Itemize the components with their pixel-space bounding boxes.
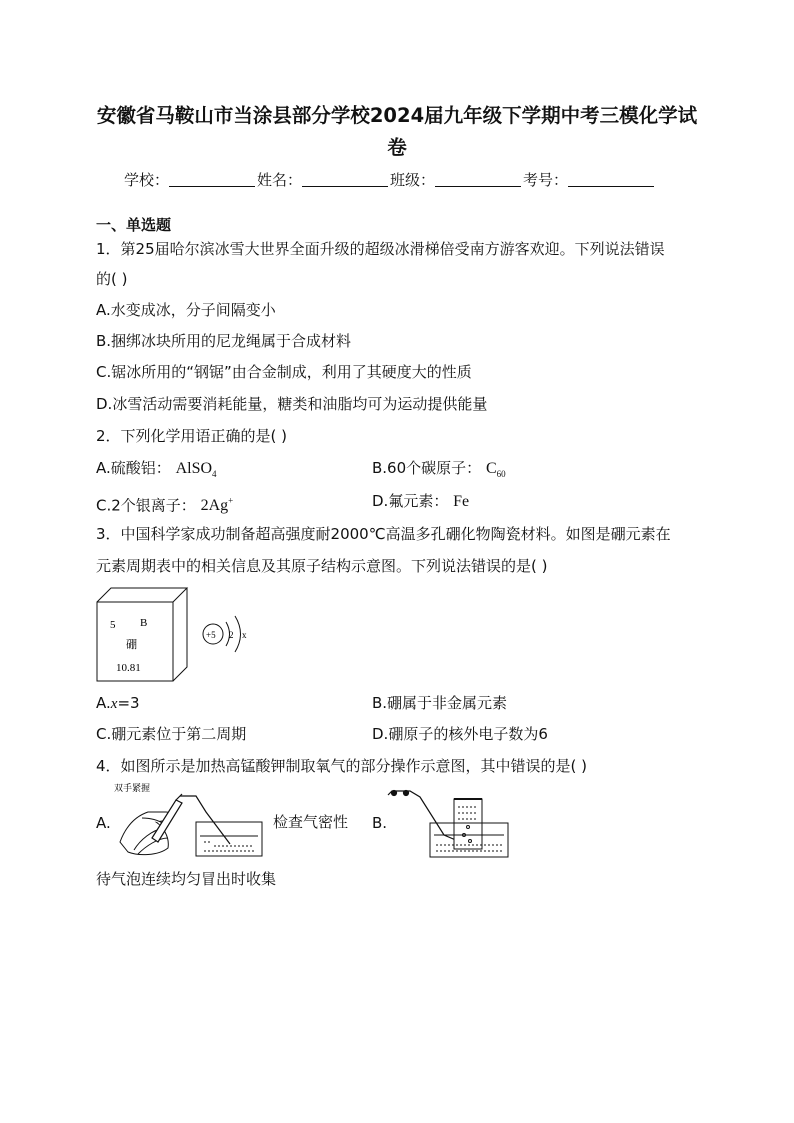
- q2-option-b: [372, 458, 506, 484]
- q3-option-b: B.硼属于非金属元素: [372, 694, 508, 712]
- q2-stem: 2．下列化学用语正确的是( ): [96, 427, 288, 445]
- periodic-table-cell: [97, 588, 187, 681]
- q4-option-b-caption: 待气泡连续均匀冒出时收集: [96, 870, 277, 888]
- q2-b-label: B.60个碳原子：: [372, 459, 482, 477]
- class-blank[interactable]: [435, 172, 521, 187]
- atomic-mass: 10.81: [116, 662, 141, 674]
- atomic-number: 5: [110, 619, 116, 631]
- element-symbol: B: [140, 617, 148, 629]
- q2-c-formula: 2Ag+: [200, 496, 234, 515]
- q3-option-a: A.x=3: [96, 694, 140, 712]
- number-label: 考号：: [523, 171, 569, 189]
- q4-option-a-caption: 检查气密性: [273, 813, 349, 831]
- name-blank[interactable]: [302, 172, 388, 187]
- collection-bottle-icon: [454, 799, 482, 849]
- class-label: 班级：: [390, 171, 436, 189]
- q2-c-label: C.2个银离子：: [96, 496, 196, 515]
- boron-periodic-cell-figure: [96, 586, 266, 686]
- gas-collection-figure: [386, 783, 516, 861]
- q1-stem-line-1: 1．第25届哈尔滨冰雪大世界全面升级的超级冰滑梯倍受南方游客欢迎。下列说法错误: [96, 240, 665, 258]
- element-name: 硼: [126, 638, 137, 651]
- student-info-row: [124, 170, 656, 190]
- q3-option-c: C.硼元素位于第二周期: [96, 725, 247, 743]
- exam-title: [80, 100, 714, 164]
- q4-option-a-label: A.: [96, 814, 111, 832]
- q4-stem: 4．如图所示是加热高锰酸钾制取氧气的部分操作示意图，其中错误的是( ): [96, 757, 588, 775]
- airtightness-check-figure: [112, 782, 274, 862]
- delivery-tube-icon: [388, 791, 458, 842]
- hand-grip-label: 双手紧握: [114, 784, 151, 794]
- q2-a-label: A.硫酸铝：: [96, 459, 171, 477]
- number-blank[interactable]: [568, 172, 654, 187]
- q4-option-b-label: B.: [372, 814, 388, 832]
- q1-option-b: B.捆绑冰块所用的尼龙绳属于合成材料: [96, 332, 352, 350]
- q2-option-c: [96, 491, 233, 516]
- q2-b-formula: $C_{60}$: [485, 460, 506, 480]
- title-line-1: 安徽省马鞍山市当涂县部分学校2024届九年级下学期中考三模化学试: [96, 104, 698, 127]
- section-heading: 一、单选题: [96, 216, 172, 234]
- q1-option-c: C.锯冰所用的“钢锯”由合金制成，利用了其硬度大的性质: [96, 363, 472, 381]
- q1-stem-line-2: 的( ): [96, 270, 128, 288]
- title-line-2: 卷: [387, 136, 407, 159]
- q2-a-formula: AlSO$_4$: [175, 460, 217, 480]
- atomic-structure-diagram: [203, 616, 247, 652]
- shell-2-electrons: x: [242, 630, 247, 640]
- q2-option-d: [372, 491, 469, 512]
- q2-d-formula: Fe: [453, 493, 470, 510]
- shell-1-electrons: 2: [229, 630, 234, 640]
- q3-stem-line-2: 元素周期表中的相关信息及其原子结构示意图。下列说法错误的是( ): [96, 557, 548, 575]
- q3-option-d: D.硼原子的核外电子数为6: [372, 725, 548, 743]
- school-label: 学校：: [124, 171, 170, 189]
- q1-option-d: D.冰雪活动需要消耗能量，糖类和油脂均可为运动提供能量: [96, 395, 488, 413]
- nucleus-charge: +5: [206, 630, 216, 640]
- q3-stem-line-1: 3．中国科学家成功制备超高强度耐2000℃高温多孔硼化物陶瓷材料。如图是硼元素在: [96, 525, 671, 543]
- water-trough-icon: [196, 822, 262, 856]
- school-blank[interactable]: [169, 172, 255, 187]
- q1-option-a: A.水变成冰，分子间隔变小: [96, 301, 276, 319]
- name-label: 姓名：: [257, 171, 303, 189]
- q2-option-a: [96, 458, 217, 484]
- electron-shell-2: [235, 616, 241, 652]
- q2-d-label: D.氟元素：: [372, 492, 449, 510]
